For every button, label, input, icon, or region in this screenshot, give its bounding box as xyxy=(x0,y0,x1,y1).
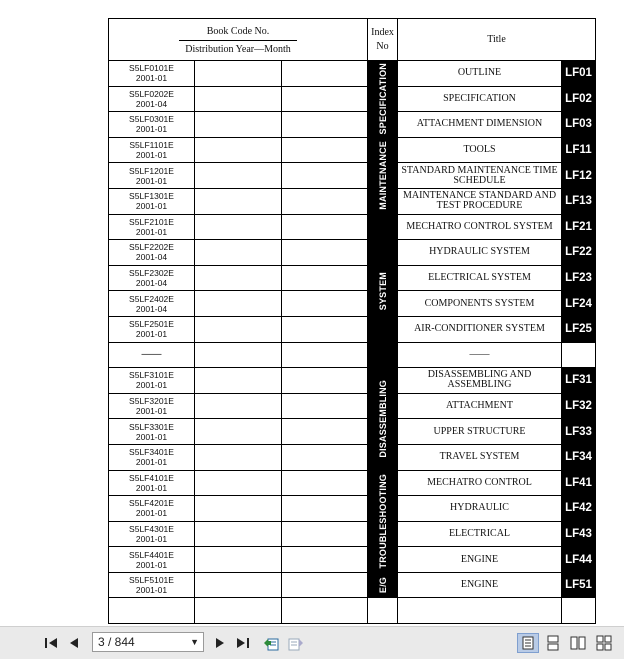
lf-index-cell xyxy=(562,86,596,112)
table-row xyxy=(109,521,596,547)
distribution-date: 2001-01 xyxy=(135,585,168,596)
empty-cell xyxy=(282,521,368,547)
empty-cell xyxy=(368,598,398,624)
empty-cell xyxy=(195,547,282,573)
table-body xyxy=(109,61,596,624)
book-code: S5LF2402E xyxy=(129,293,174,304)
first-page-icon[interactable] xyxy=(42,633,60,653)
lf-index: LF11 xyxy=(565,144,592,157)
book-title: —— xyxy=(469,348,490,360)
title-cell xyxy=(398,316,562,342)
distribution-date: 2001-01 xyxy=(135,73,168,84)
header-index-no-label: No xyxy=(376,40,389,52)
table-row xyxy=(109,137,596,163)
table-row xyxy=(109,470,596,496)
book-code-cell xyxy=(109,368,195,394)
viewer-toolbar xyxy=(0,626,624,659)
book-code: S5LF1101E xyxy=(129,140,174,151)
table-row xyxy=(109,342,596,368)
empty-cell xyxy=(282,137,368,163)
distribution-date: 2001-04 xyxy=(135,252,168,263)
book-title: TRAVEL SYSTEM xyxy=(439,451,520,463)
lf-index: LF34 xyxy=(565,451,592,464)
book-title: ATTACHMENT DIMENSION xyxy=(416,118,543,130)
empty-cell xyxy=(282,368,368,394)
title-cell xyxy=(398,112,562,138)
distribution-date: 2001-01 xyxy=(135,457,168,468)
book-code-cell xyxy=(109,214,195,240)
go-back-view-icon[interactable] xyxy=(261,633,281,653)
book-code: S5LF3101E xyxy=(129,370,174,381)
empty-cell xyxy=(282,419,368,445)
lf-index-cell xyxy=(562,214,596,240)
lf-index-cell xyxy=(562,342,596,368)
distribution-date: 2001-01 xyxy=(135,508,168,519)
book-code-cell xyxy=(109,521,195,547)
distribution-date: 2001-01 xyxy=(135,533,168,544)
distribution-date: 2001-01 xyxy=(135,431,168,442)
title-cell xyxy=(398,368,562,394)
empty-cell xyxy=(195,61,282,87)
lf-index-cell xyxy=(562,368,596,394)
book-title: ATTACHMENT xyxy=(446,400,513,412)
lf-index: LF33 xyxy=(565,425,592,438)
book-code: S5LF0301E xyxy=(129,114,174,125)
book-code: S5LF4301E xyxy=(129,523,174,534)
book-code: S5LF2101E xyxy=(129,216,174,227)
book-title: COMPONENTS SYSTEM xyxy=(424,297,535,309)
lf-index: LF21 xyxy=(565,220,592,233)
book-code-cell xyxy=(109,393,195,419)
empty-cell xyxy=(282,112,368,138)
book-code-cell xyxy=(109,572,195,598)
table-row xyxy=(109,368,596,394)
lf-index: LF31 xyxy=(565,374,592,387)
title-cell xyxy=(398,214,562,240)
section-label: MAINTENANCE xyxy=(377,141,388,211)
book-title: SPECIFICATION xyxy=(443,92,516,104)
header-index xyxy=(368,19,398,61)
table-row xyxy=(109,163,596,189)
section-label: SPECIFICATION xyxy=(377,63,388,135)
empty-cell xyxy=(282,163,368,189)
book-code-cell xyxy=(109,240,195,266)
lf-index-cell xyxy=(562,188,596,214)
table-row xyxy=(109,112,596,138)
empty-cell xyxy=(195,598,282,624)
section-index-cell xyxy=(368,572,398,598)
table-row xyxy=(109,419,596,445)
empty-cell xyxy=(195,470,282,496)
book-code: S5LF2302E xyxy=(129,268,174,279)
lf-index-cell xyxy=(562,291,596,317)
distribution-date: 2001-01 xyxy=(135,150,168,161)
book-code-cell xyxy=(109,137,195,163)
single-page-view-icon[interactable] xyxy=(517,633,539,653)
book-code-cell xyxy=(109,496,195,522)
section-index-cell xyxy=(368,61,398,138)
empty-cell xyxy=(195,316,282,342)
book-code-cell xyxy=(109,61,195,87)
title-cell xyxy=(398,521,562,547)
lf-index-cell xyxy=(562,393,596,419)
table-row xyxy=(109,316,596,342)
empty-cell xyxy=(282,496,368,522)
empty-cell xyxy=(195,86,282,112)
title-cell xyxy=(398,572,562,598)
header-distribution-label: Distribution Year—Month xyxy=(185,43,291,55)
lf-index: LF51 xyxy=(565,579,592,592)
book-title: ELECTRICAL SYSTEM xyxy=(428,272,531,284)
table-row xyxy=(109,265,596,291)
empty-cell xyxy=(282,214,368,240)
chevron-down-icon: ▼ xyxy=(190,637,199,647)
empty-cell xyxy=(282,291,368,317)
empty-cell xyxy=(282,188,368,214)
book-title: DISASSEMBLING AND ASSEMBLING xyxy=(427,369,532,391)
empty-cell xyxy=(282,61,368,87)
empty-cell xyxy=(195,342,282,368)
lf-index: LF42 xyxy=(565,502,592,515)
lf-index: LF02 xyxy=(565,92,592,105)
empty-cell xyxy=(282,470,368,496)
empty-cell xyxy=(195,368,282,394)
lf-index-cell xyxy=(562,547,596,573)
lf-index: LF25 xyxy=(565,323,592,336)
book-title: TOOLS xyxy=(463,144,496,156)
book-code-cell xyxy=(109,291,195,317)
header-title: Title xyxy=(398,19,596,61)
lf-index-cell xyxy=(562,316,596,342)
book-title: OUTLINE xyxy=(457,67,502,79)
lf-index: LF44 xyxy=(565,553,592,566)
book-code: S5LF0202E xyxy=(129,88,174,99)
empty-cell xyxy=(195,444,282,470)
empty-cell xyxy=(195,291,282,317)
title-cell xyxy=(398,86,562,112)
title-cell xyxy=(398,470,562,496)
section-index-cell xyxy=(368,470,398,572)
empty-cell xyxy=(282,316,368,342)
book-code: S5LF4201E xyxy=(129,498,174,509)
empty-cell xyxy=(282,240,368,266)
distribution-date: 2001-01 xyxy=(135,124,168,135)
continuous-view-icon[interactable] xyxy=(543,633,563,653)
title-cell xyxy=(398,496,562,522)
title-cell xyxy=(398,342,562,368)
lf-index: LF13 xyxy=(565,195,592,208)
empty-cell xyxy=(195,393,282,419)
empty-cell xyxy=(195,112,282,138)
lf-index-cell xyxy=(562,521,596,547)
book-title: UPPER STRUCTURE xyxy=(433,425,526,437)
distribution-date: 2001-04 xyxy=(135,278,168,289)
empty-cell xyxy=(282,444,368,470)
book-code: S5LF4401E xyxy=(129,549,174,560)
lf-index-cell xyxy=(562,419,596,445)
book-title: HYDRAULIC xyxy=(450,502,509,514)
book-title: MECHATRO CONTROL xyxy=(427,476,532,488)
book-code-cell xyxy=(109,316,195,342)
empty-cell xyxy=(195,163,282,189)
book-code: S5LF1301E xyxy=(129,191,174,202)
last-page-icon[interactable] xyxy=(234,633,252,653)
book-code: S5LF1201E xyxy=(129,165,174,176)
empty-cell xyxy=(195,214,282,240)
empty-cell xyxy=(282,86,368,112)
distribution-date: 2001-01 xyxy=(135,380,168,391)
page-number-select[interactable] xyxy=(92,632,204,652)
empty-cell xyxy=(282,265,368,291)
distribution-date: 2001-04 xyxy=(135,98,168,109)
table-row xyxy=(109,496,596,522)
previous-page-icon[interactable] xyxy=(66,633,82,653)
section-label: TROUBLESHOOTING xyxy=(377,473,388,569)
book-title: MAINTENANCE STANDARD AND TEST PROCEDURE xyxy=(402,190,557,212)
title-cell xyxy=(398,188,562,214)
table-row xyxy=(109,61,596,87)
distribution-date: 2001-01 xyxy=(135,406,168,417)
go-forward-view-icon[interactable] xyxy=(286,633,306,653)
table-row xyxy=(109,572,596,598)
title-cell xyxy=(398,137,562,163)
book-code: S5LF2202E xyxy=(129,242,174,253)
book-title: AIR-CONDITIONER SYSTEM xyxy=(414,323,545,335)
distribution-date: 2001-01 xyxy=(135,201,168,212)
lf-index: LF22 xyxy=(565,246,592,259)
title-cell xyxy=(398,61,562,87)
title-cell xyxy=(398,291,562,317)
table-row xyxy=(109,291,596,317)
lf-index: LF24 xyxy=(565,297,592,310)
header-book-code xyxy=(109,19,368,61)
lf-index: LF23 xyxy=(565,272,592,285)
book-title: ENGINE xyxy=(460,579,499,591)
title-cell xyxy=(398,547,562,573)
book-index-table xyxy=(108,18,596,624)
book-code-cell xyxy=(109,342,195,368)
book-code-cell xyxy=(109,547,195,573)
empty-cell xyxy=(282,598,368,624)
table-row xyxy=(109,214,596,240)
book-code: S5LF4101E xyxy=(129,472,174,483)
empty-cell xyxy=(195,265,282,291)
lf-index: LF12 xyxy=(565,169,592,182)
empty-cell xyxy=(195,137,282,163)
distribution-date: 2001-01 xyxy=(135,559,168,570)
title-cell xyxy=(398,163,562,189)
book-title: HYDRAULIC SYSTEM xyxy=(429,246,530,258)
book-code-cell xyxy=(109,188,195,214)
lf-index-cell xyxy=(562,240,596,266)
book-code: S5LF3301E xyxy=(129,421,174,432)
lf-index: LF32 xyxy=(565,400,592,413)
book-title: STANDARD MAINTENANCE TIME SCHEDULE xyxy=(401,164,558,186)
header-book-code-label: Book Code No. xyxy=(179,21,297,41)
empty-cell xyxy=(562,598,596,624)
two-page-continuous-view-icon[interactable] xyxy=(594,633,614,653)
lf-index-cell xyxy=(562,137,596,163)
lf-index-cell xyxy=(562,163,596,189)
book-code: S5LF3401E xyxy=(129,447,174,458)
book-code: S5LF5101E xyxy=(129,575,174,586)
lf-index: LF03 xyxy=(565,118,592,131)
book-code-cell xyxy=(109,86,195,112)
table-row xyxy=(109,393,596,419)
empty-cell xyxy=(282,342,368,368)
book-code-cell xyxy=(109,470,195,496)
table-row-blank xyxy=(109,598,596,624)
book-title: ENGINE xyxy=(460,553,499,565)
empty-cell xyxy=(195,188,282,214)
empty-cell xyxy=(195,240,282,266)
empty-cell xyxy=(195,572,282,598)
lf-index: LF43 xyxy=(565,527,592,540)
empty-cell xyxy=(195,521,282,547)
book-title: MECHATRO CONTROL SYSTEM xyxy=(406,220,553,232)
next-page-icon[interactable] xyxy=(212,633,228,653)
book-code-cell xyxy=(109,444,195,470)
table-row xyxy=(109,547,596,573)
table-row xyxy=(109,240,596,266)
title-cell xyxy=(398,419,562,445)
section-label: SYSTEM xyxy=(377,271,388,310)
title-cell xyxy=(398,240,562,266)
book-code: S5LF0101E xyxy=(129,63,174,74)
lf-index-cell xyxy=(562,112,596,138)
section-label: E/G xyxy=(377,577,388,594)
book-code-cell xyxy=(109,163,195,189)
lf-index-cell xyxy=(562,265,596,291)
lf-index-cell xyxy=(562,496,596,522)
section-index-cell xyxy=(368,137,398,214)
lf-index-cell xyxy=(562,444,596,470)
header-index-label: Index xyxy=(371,26,394,38)
section-index-cell xyxy=(368,214,398,368)
book-code-cell xyxy=(109,419,195,445)
title-cell xyxy=(398,444,562,470)
lf-index: LF41 xyxy=(565,476,592,489)
table-row xyxy=(109,188,596,214)
empty-cell xyxy=(398,598,562,624)
lf-index-cell xyxy=(562,572,596,598)
empty-cell xyxy=(195,419,282,445)
empty-cell xyxy=(282,547,368,573)
book-title: ELECTRICAL xyxy=(448,527,511,539)
lf-index-cell xyxy=(562,470,596,496)
lf-index: LF01 xyxy=(565,67,592,80)
distribution-date: 2001-01 xyxy=(135,175,168,186)
section-index-cell xyxy=(368,368,398,470)
two-page-view-icon[interactable] xyxy=(568,633,588,653)
title-cell xyxy=(398,265,562,291)
distribution-date: 2001-01 xyxy=(135,482,168,493)
page-indicator: 3 / 844 xyxy=(98,635,135,649)
empty-cell xyxy=(282,572,368,598)
empty-cell xyxy=(282,393,368,419)
book-code-cell xyxy=(109,265,195,291)
lf-index-cell xyxy=(562,61,596,87)
empty-cell xyxy=(195,496,282,522)
book-code: S5LF2501E xyxy=(129,319,174,330)
section-label: DISASSEMBLING xyxy=(377,380,388,458)
distribution-date: 2001-01 xyxy=(135,329,168,340)
book-code: —— xyxy=(141,349,162,361)
table-row xyxy=(109,444,596,470)
distribution-date: 2001-01 xyxy=(135,226,168,237)
empty-cell xyxy=(109,598,195,624)
distribution-date: 2001-04 xyxy=(135,303,168,314)
title-cell xyxy=(398,393,562,419)
table-row xyxy=(109,86,596,112)
book-code: S5LF3201E xyxy=(129,396,174,407)
book-code-cell xyxy=(109,112,195,138)
